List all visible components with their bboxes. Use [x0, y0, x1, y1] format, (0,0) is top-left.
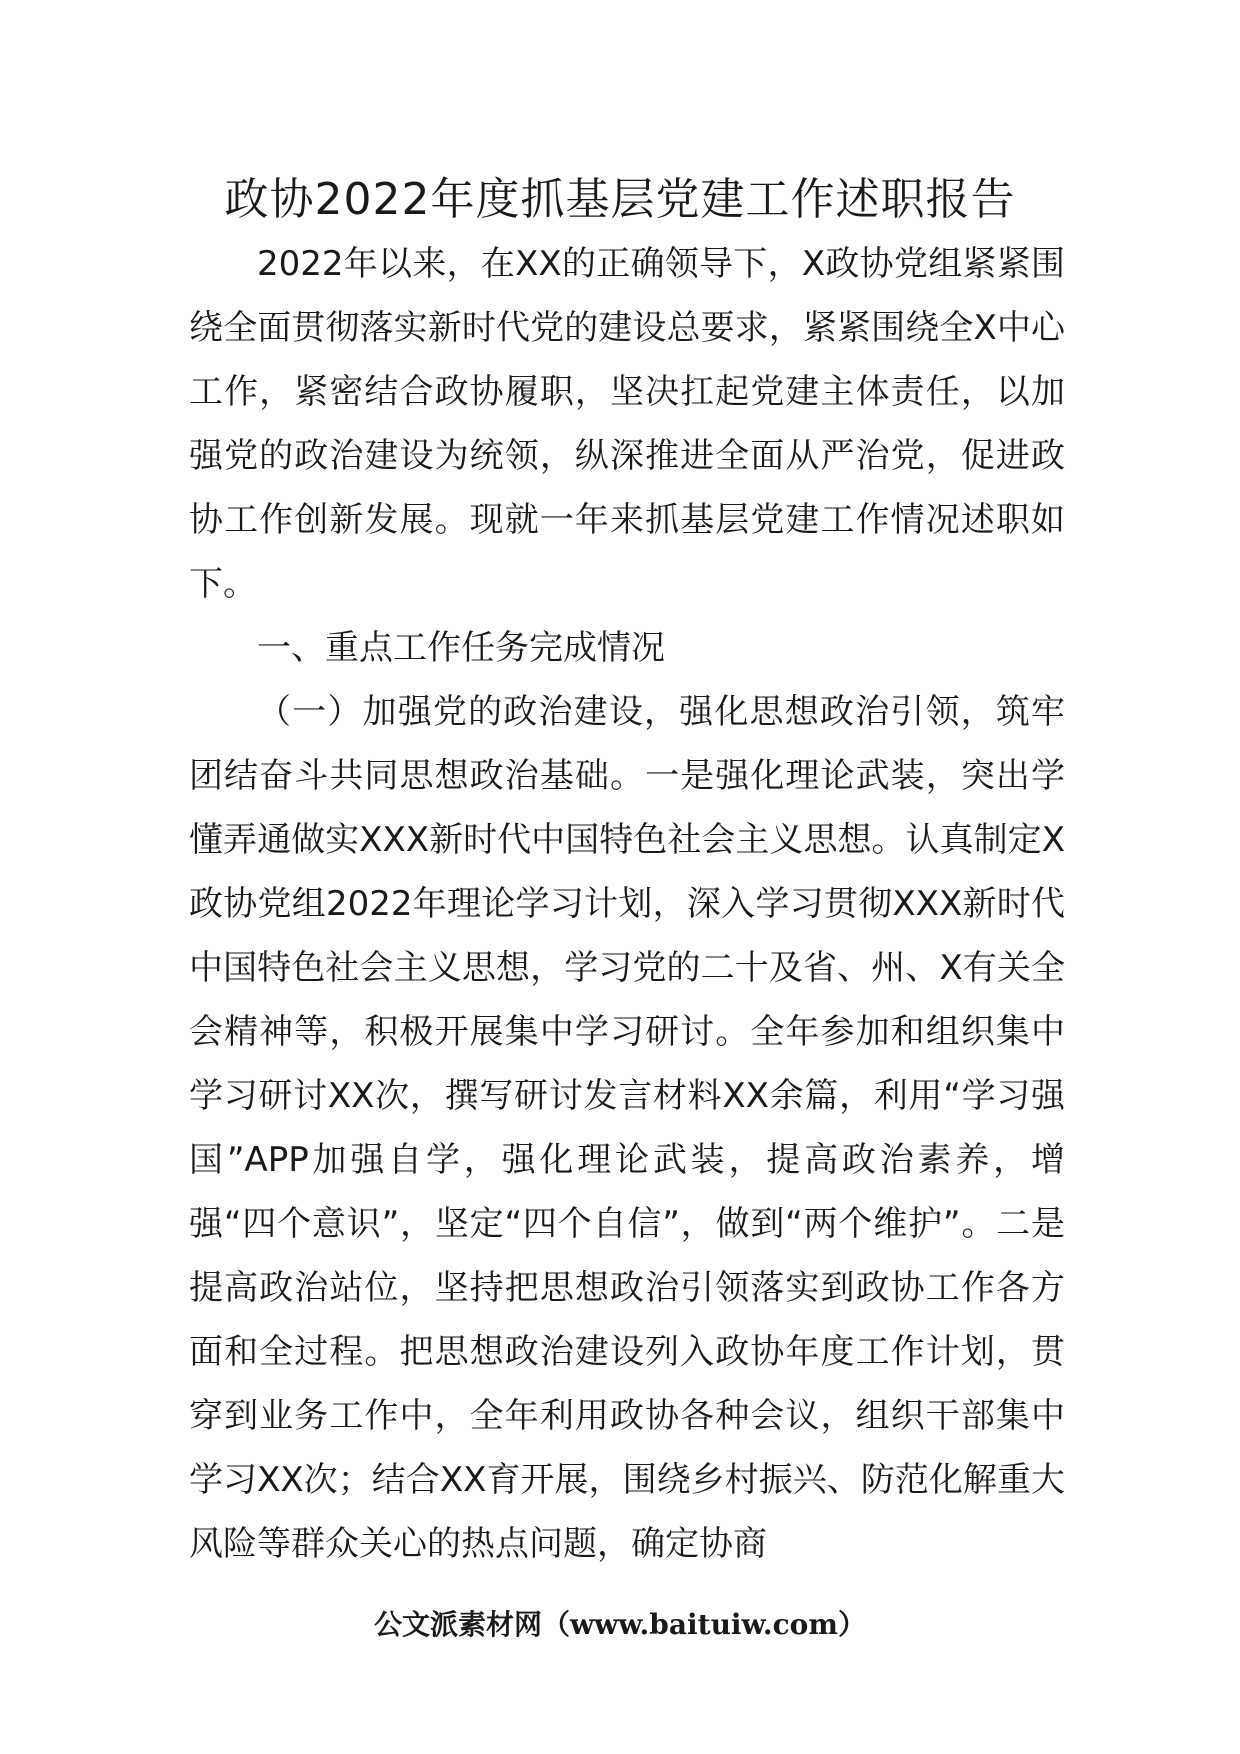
section-heading-1: 一、重点工作任务完成情况 — [257, 628, 665, 668]
document-body — [189, 232, 1065, 1576]
document-title: 政协2022年度抓基层党建工作述职报告 — [224, 174, 1016, 225]
paragraph-section-1-1: （一）加强党的政治建设，强化思想政治引领，筑牢团结奋斗共同思想政治基础。一是强化理论武装，突出学懂弄通做实XXX新时代中国特色社会主义思想。认真制定X政协党组2022年理论学习计划，深入学习贯彻XXX新时代中国特色社会主义思想，学习党的二十及省、州、X有关全会精神等，积极开展集中学习研讨。全年参加和组织集中学习研讨XX次，撰写研讨发言材料XX余篇，利用“学习强国”APP加强自学，强化理论武装，提高政治素养，增强“四个意识”，坚定“四个自信”，做到“两个维护”。二是提高政治站位，坚持把思想政治引领落实到政协工作各方面和全过程。把思想政治建设列入政协年度工作计划，贯穿到业务工作中，全年利用政协各种会议，组织干部集中学习XX次；结合XX育开展，围绕乡村振兴、防范化解重大风险等群众关心的热点问题，确定协商 — [189, 692, 1065, 1564]
footer-watermark: 公文派素材网（www.baituiw.com） — [374, 1608, 866, 1641]
paragraph-intro: 2022年以来，在XX的正确领导下，X政协党组紧紧围绕全面贯彻落实新时代党的建设总要求，紧紧围绕全X中心工作，紧密结合政协履职，坚决扛起党建主体责任，以加强党的政治建设为统领，纵深推进全面从严治党，促进政协工作创新发展。现就一年来抓基层党建工作情况述职如下。 — [189, 244, 1065, 604]
